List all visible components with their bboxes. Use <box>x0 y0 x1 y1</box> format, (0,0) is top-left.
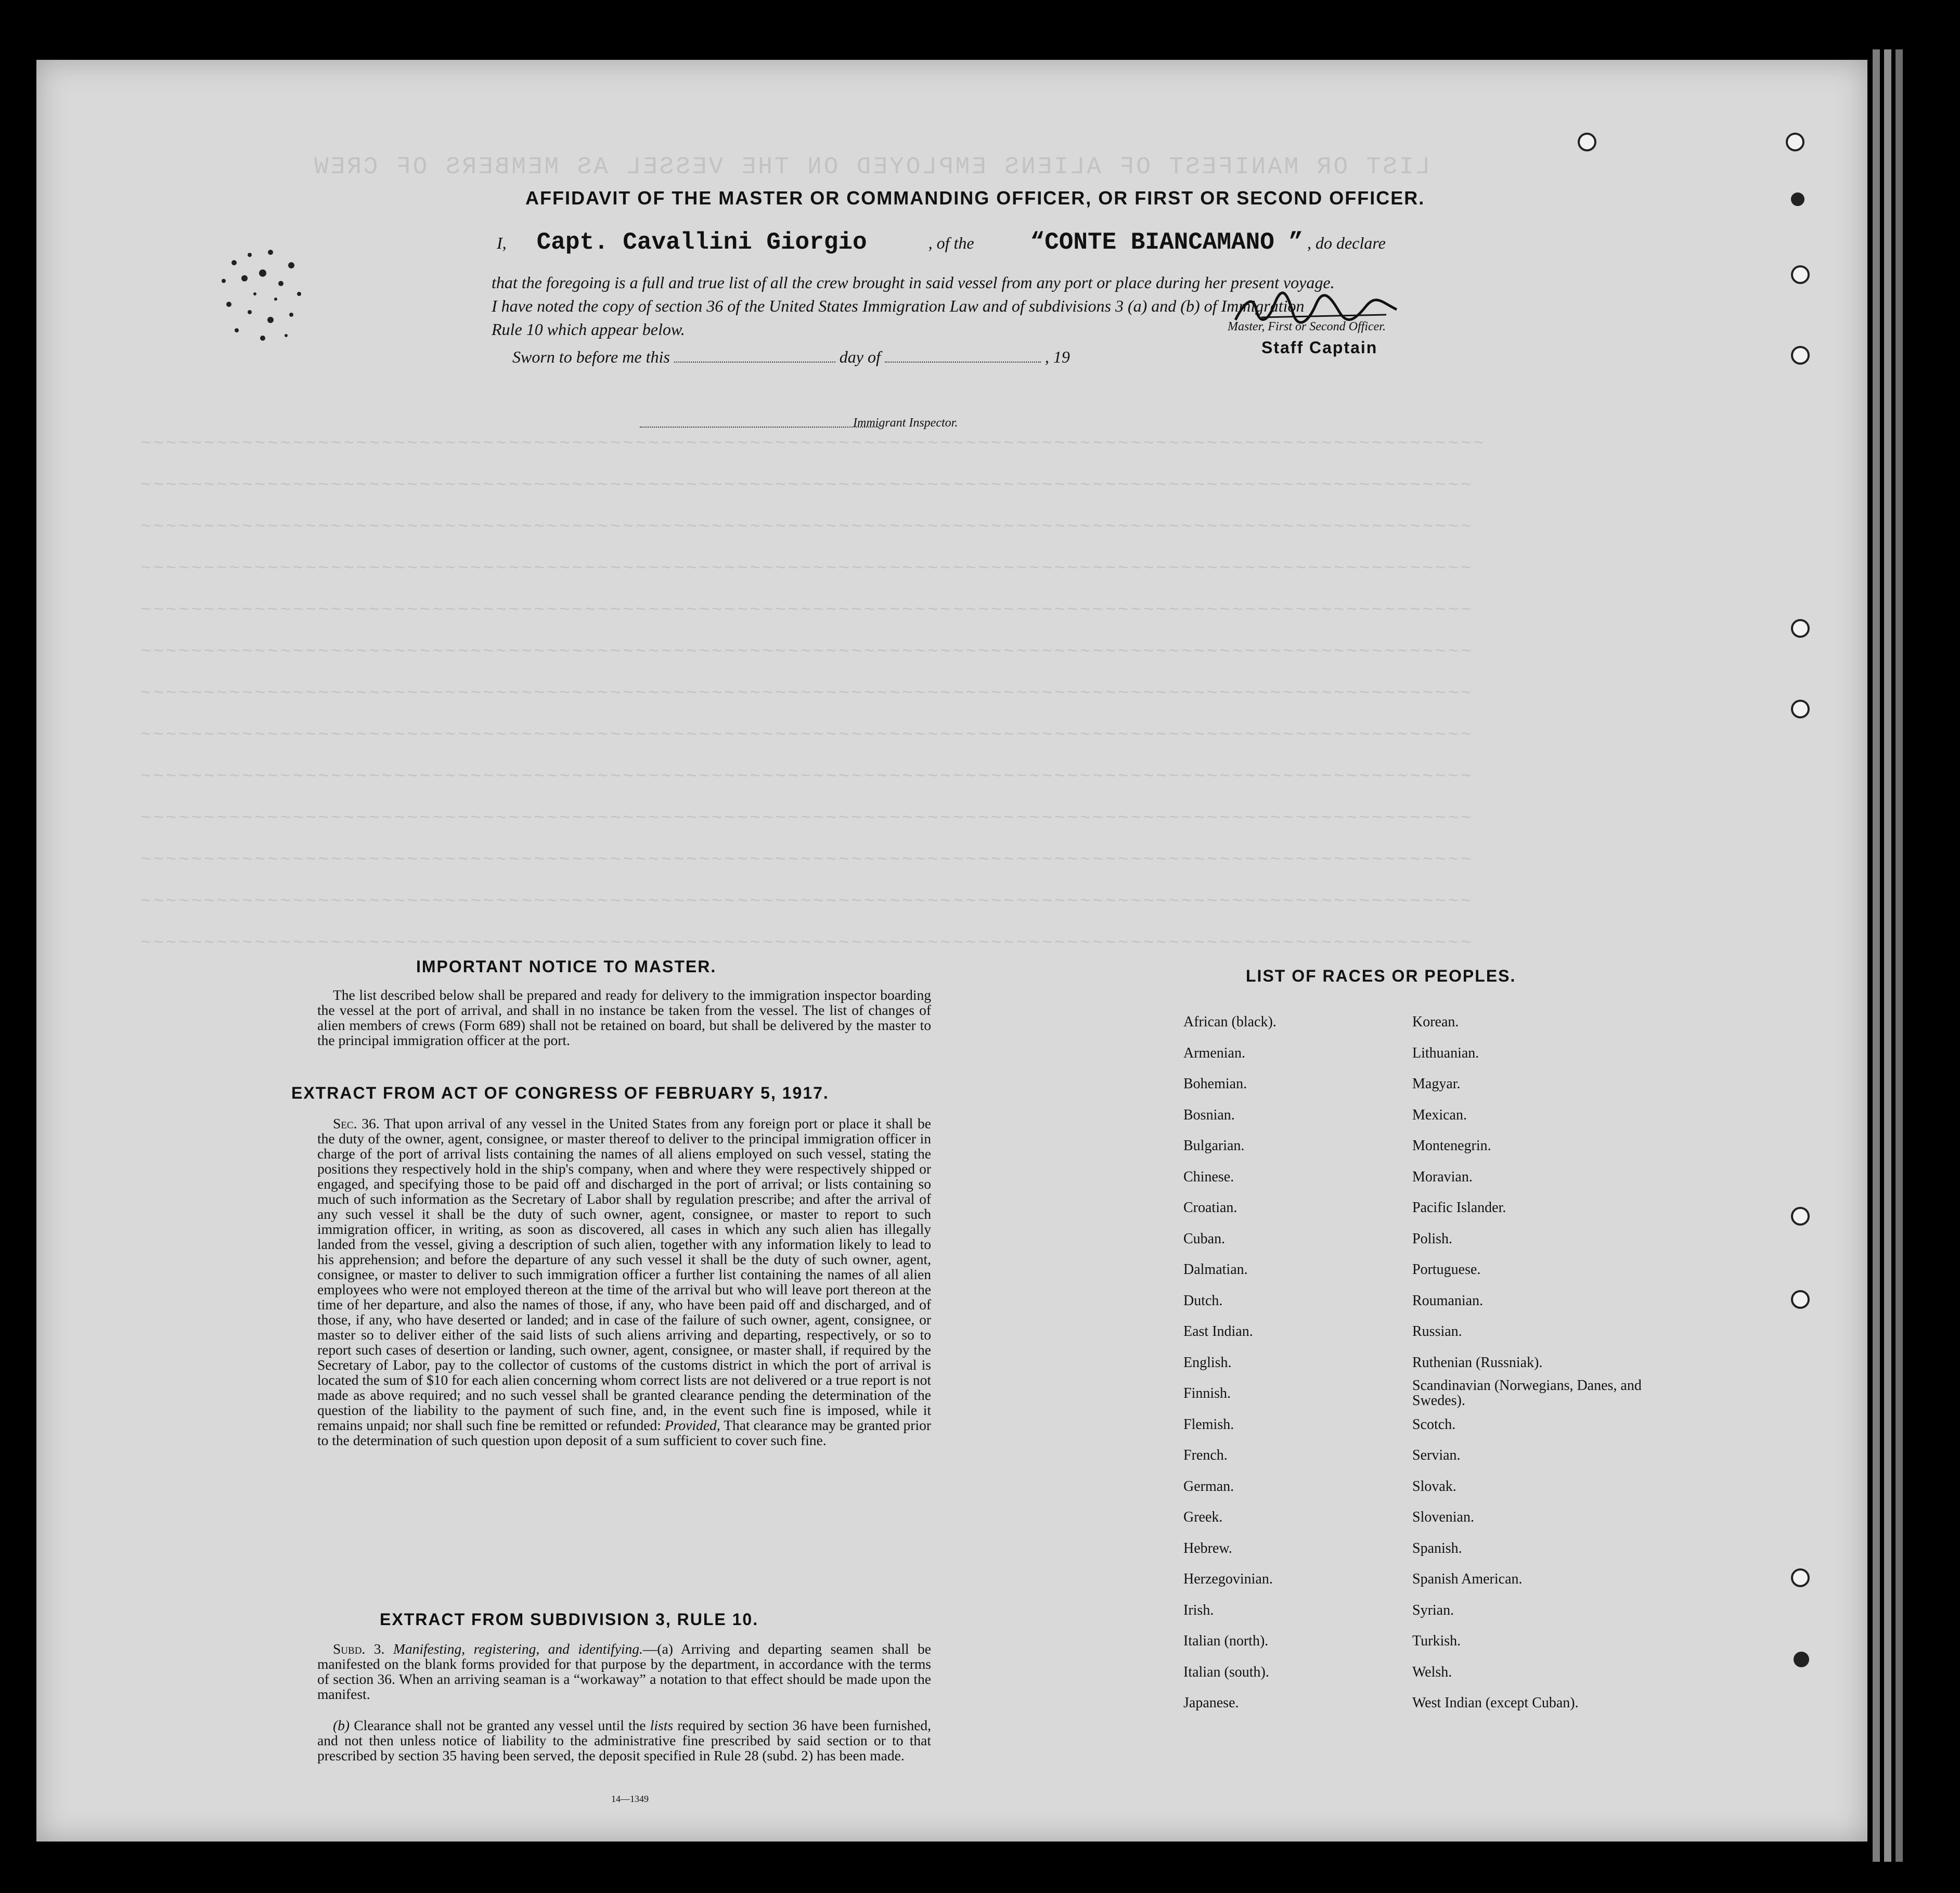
i-label: I, <box>497 234 507 252</box>
race-item: Irish. <box>1183 1602 1214 1618</box>
race-item: Moravian. <box>1412 1168 1473 1185</box>
race-item: Japanese. <box>1183 1695 1239 1711</box>
race-item: Dalmatian. <box>1183 1261 1248 1278</box>
binding-hole <box>1791 1207 1810 1226</box>
race-item: Armenian. <box>1183 1045 1245 1061</box>
para-b-lists: lists <box>650 1717 674 1733</box>
race-item: Croatian. <box>1183 1200 1237 1216</box>
race-item: Ruthenian (Russniak). <box>1412 1354 1543 1371</box>
race-item: Mexican. <box>1412 1106 1467 1123</box>
race-item: Scandinavian (Norwegians, Danes, and Swedes). <box>1412 1377 1642 1409</box>
binding-hole <box>1791 265 1810 284</box>
declaration-line-2: that the foregoing is a full and true list of all the crew brought in said vessel from any port or place during her present voyage. <box>492 273 1335 292</box>
declaration-line-3: I have noted the copy of section 36 of the United States Immigration Law and of subdivisions 3 (a) and (b) of Immigration <box>492 297 1305 315</box>
binding-hole <box>1791 192 1804 206</box>
binding-hole <box>1791 346 1810 365</box>
race-item: Russian. <box>1412 1323 1462 1340</box>
binding-hole <box>1791 700 1810 718</box>
race-item: Cuban. <box>1183 1230 1226 1247</box>
sworn-line <box>512 347 1070 367</box>
ink-stamp <box>213 242 312 346</box>
affidavit-title: AFFIDAVIT OF THE MASTER OR COMMANDING OFFICER, OR FIRST OR SECOND OFFICER. <box>525 187 1425 209</box>
rule-para-b <box>317 1718 931 1763</box>
race-item: Greek. <box>1183 1509 1223 1525</box>
race-item: Lithuanian. <box>1412 1045 1479 1061</box>
race-item: Slovenian. <box>1412 1509 1474 1525</box>
para-b-label: (b) <box>333 1717 350 1733</box>
sec-36-text: That upon arrival of any vessel in the United States from any foreign port or place it shall be the duty of the owner, agent, consignee, or master thereof to deliver to the principal immigration officer in charge of the port of arrival lists containing the names of all aliens employed on such vessel, stating the positions they respectively hold in the ship's company, when and where they were respectively shipped or engaged, and specifying those to be paid off and discharged in the port of arrival; or lists containing so much of such information as the Secretary of Labor shall by regulation prescribe; and after the arrival of any such vessel it shall be the duty of such owner, agent, consignee, or master to report to such immigration officer, in writing, as soon as discovered, all cases in which any such alien has illegally landed from the vessel, giving a description of such alien, together with any information likely to lead to his apprehension; and before the departure of any such vessel it shall be the duty of such owner, agent, consignee, or master to deliver to such immigration officer a further list containing the names of all alien employees who were not employed thereon at the time of the arrival but who will leave port thereon at the time of her departure, and also the names of those, if any, who have been paid off and discharged, and of those, if any, who have deserted or landed; and in case of the failure of such owner, agent, consignee, or master so to deliver either of the said lists of such aliens arriving and departing, respectively, or so to report such cases of desertion or landing, such owner, agent, consignee, or master shall, if required by the Secretary of Labor, pay to the collector of customs of the customs district in which the port of arrival is located the sum of $10 for each alien concerning whom correct lists are not delivered or a true report is not made as above required; and no such vessel shall be granted clearance pending the determination of the question of the liability to the payment of such fine, and, in the event such fine is imposed, while it remains unpaid; nor shall such fine be remitted or refunded: <box>317 1115 931 1433</box>
form-number: 14—1349 <box>611 1794 649 1804</box>
race-item: Slovak. <box>1412 1478 1456 1495</box>
do-declare-label: , do declare <box>1307 234 1386 252</box>
races-column-2 <box>1412 1007 1672 1719</box>
race-item: Spanish. <box>1412 1540 1462 1556</box>
race-item: Bulgarian. <box>1183 1138 1245 1154</box>
provided-label: Provided, <box>664 1417 720 1433</box>
subd-heading: Manifesting, registering, and identifying. <box>393 1641 643 1657</box>
binding-hole <box>1786 133 1804 151</box>
race-item: Hebrew. <box>1183 1540 1232 1556</box>
page-edge <box>1873 49 1880 1862</box>
race-item: Montenegrin. <box>1412 1138 1491 1154</box>
race-item: Italian (south). <box>1183 1664 1269 1680</box>
race-item: Bosnian. <box>1183 1106 1235 1123</box>
sworn-month-blank <box>885 362 1041 363</box>
race-item: Polish. <box>1412 1230 1453 1247</box>
race-item: Korean. <box>1412 1014 1459 1030</box>
para-b-text-1: Clearance shall not be granted any vessel until the <box>354 1717 646 1733</box>
race-item: Flemish. <box>1183 1416 1234 1433</box>
binding-hole <box>1791 619 1810 638</box>
race-item: Herzegovinian. <box>1183 1571 1273 1587</box>
race-item: English. <box>1183 1354 1232 1371</box>
races-title: LIST OF RACES OR PEOPLES. <box>1246 967 1516 985</box>
notice-text: The list described below shall be prepared and ready for delivery to the immigration inspector boarding the vessel at the port of arrival, and shall in no instance be taken from the vessel. The list of changes of alien members of crews (Form 689) shall not be retained on board, but shall be delivered by the master to the principal immigration officer at the port. <box>317 987 931 1048</box>
race-item: Portuguese. <box>1412 1261 1481 1278</box>
year-label: , 19 <box>1045 347 1070 366</box>
sec-36-text-end: That clearance may be granted prior to the determination of such question upon deposit of a sum sufficient to cover such fine. <box>317 1417 931 1448</box>
race-item: Roumanian. <box>1412 1292 1484 1309</box>
race-item: Pacific Islander. <box>1412 1200 1506 1216</box>
race-item: Italian (north). <box>1183 1633 1269 1649</box>
race-item: Chinese. <box>1183 1168 1234 1185</box>
race-item: Turkish. <box>1412 1633 1461 1649</box>
rule-extract-title: EXTRACT FROM SUBDIVISION 3, RULE 10. <box>380 1610 759 1629</box>
race-item: East Indian. <box>1183 1323 1253 1340</box>
race-item: Finnish. <box>1183 1385 1231 1401</box>
race-item: West Indian (except Cuban). <box>1412 1695 1579 1711</box>
sec-label: Sec. 36. <box>333 1115 380 1131</box>
page-edge <box>1895 49 1903 1862</box>
officer-name: Capt. Cavallini Giorgio <box>536 229 867 256</box>
staff-captain-stamp: Staff Captain <box>1261 338 1378 357</box>
sworn-label: Sworn to before me this <box>512 347 670 366</box>
binding-hole <box>1791 1290 1810 1309</box>
inspector-label: Immigrant Inspector. <box>853 416 958 430</box>
race-item: Syrian. <box>1412 1602 1454 1618</box>
sworn-day-blank <box>674 362 835 363</box>
race-item: Welsh. <box>1412 1664 1452 1680</box>
race-item: Dutch. <box>1183 1292 1223 1309</box>
vessel-name: “CONTE BIANCAMANO ” <box>1030 229 1304 256</box>
para-b-text-2: required by section 36 have been furnished, and not then unless notice of liability to the administrative fine prescribed by said section or to that prescribed by section 35 having been served, the deposit specified in Rule 28 (subd. 2) has been made. <box>317 1717 932 1763</box>
page-edge <box>1884 49 1891 1862</box>
manifest-page: LIST OR MANIFEST OF ALIENS EMPLOYED ON THE VESSEL AS MEMBERS OF CREW ~~~~~~~~~~~~~~~~~~~~~~~~~~~~~~~~~~~~~~~~~~~~~~~~~~~~~~~~~~~~~~~~~~~~~~~~~~~~~~~~~~~~~~~~~~~~~~~~~~~~~~~~~~ ~~~~~~~~~~~~~~~~~~~~~~~~~~~~~~~~~~~~~~~~~~~~~~~~~~~~~~~~~~~~~~~~~~~~~~~~~~~~~~~~~~~~~~~~~~~~~~~~~~~~~~~~~ ~~~~~~~~~~~~~~~~~~~~~~~~~~~~~~~~~~~~~~~~~~~~~~~~~~~~~~~~~~~~~~~~~~~~~~~~~~~~~~~~~~~~~~~~~~~~~~~~~~~~~~~~~ ~~~~~~~~~~~~~~~~~~~~~~~~~~~~~~~~~~~~~~~~~~~~~~~~~~~~~~~~~~~~~~~~~~~~~~~~~~~~~~~~~~~~~~~~~~~~~~~~~~~~~~~~~ ~~~~~~~~~~~~~~~~~~~~~~~~~~~~~~~~~~~~~~~~~~~~~~~~~~~~~~~~~~~~~~~~~~~~~~~~~~~~~~~~~~~~~~~~~~~~~~~~~~~~~~~~~ ~~~~~~~~~~~~~~~~~~~~~~~~~~~~~~~~~~~~~~~~~~~~~~~~~~~~~~~~~~~~~~~~~~~~~~~~~~~~~~~~~~~~~~~~~~~~~~~~~~~~~~~~~ ~~~~~~~~~~~~~~~~~~~~~~~~~~~~~~~~~~~~~~~~~~~~~~~~~~~~~~~~~~~~~~~~~~~~~~~~~~~~~~~~~~~~~~~~~~~~~~~~~~~~~~~~~ ~~~~~~~~~~~~~~~~~~~~~~~~~~~~~~~~~~~~~~~~~~~~~~~~~~~~~~~~~~~~~~~~~~~~~~~~~~~~~~~~~~~~~~~~~~~~~~~~~~~~~~~~~ ~~~~~~~~~~~~~~~~~~~~~~~~~~~~~~~~~~~~~~~~~~~~~~~~~~~~~~~~~~~~~~~~~~~~~~~~~~~~~~~~~~~~~~~~~~~~~~~~~~~~~~~~~ ~~~~~~~~~~~~~~~~~~~~~~~~~~~~~~~~~~~~~~~~~~~~~~~~~~~~~~~~~~~~~~~~~~~~~~~~~~~~~~~~~~~~~~~~~~~~~~~~~~~~~~~~~ ~~~~~~~~~~~~~~~~~~~~~~~~~~~~~~~~~~~~~~~~~~~~~~~~~~~~~~~~~~~~~~~~~~~~~~~~~~~~~~~~~~~~~~~~~~~~~~~~~~~~~~~~~ ~~~~~~~~~~~~~~~~~~~~~~~~~~~~~~~~~~~~~~~~~~~~~~~~~~~~~~~~~~~~~~~~~~~~~~~~~~~~~~~~~~~~~~~~~~~~~~~~~~~~~~~~~ ~~~~~~~~~~~~~~~~~~~~~~~~~~~~~~~~~~~~~~~~~~~~~~~~~~~~~~~~~~~~~~~~~~~~~~~~~~~~~~~~~~~~~~~~~~~~~~~~~~~~~~~~~ AFFIDAVIT OF THE MASTER OR COMMANDING OFFICER, OR FIRST OR SECOND OFFICER. I, Capt. Cavallini Giorgio , of the “CONTE BIANCAMANO ” , do declare that the foregoing is a full and true list of all the crew brought in said vessel from any port or place during her present voyage. I have noted the copy of section 36 of the United States Immigration Law and of subdivisions 3 (a) and (b) of Immigration Rule 10 which appear below. Master, First or Second Officer. Staff Captain Sworn to before me this day of , 19 Immigrant Inspector. IMPORTANT NOTICE TO MASTER. The list described below shall be prepared and ready for delivery to the immigration inspector boarding the vessel at the port of arrival, and shall in no instance be taken from the vessel. The list of changes of alien members of crews (Form 689) shall not be retained on board, but shall be delivered by the master to the principal immigration officer at the port. EXTRACT FROM ACT OF CONGRESS OF FEBRUARY 5, 1917. Sec. 36. That upon arrival of any vessel in the United States from any foreign port or place it shall be the duty of the owner, agent, consignee, or master thereof to deliver to the principal immigration officer in charge of the port of arrival lists containing the names of all aliens employed on such vessel, stating the positions they respectively hold in the ship's company, when and where they were respectively shipped or engaged, and specifying those to be paid off and discharged in the port of arrival; or lists containing so much of such information as the Secretary of Labor shall by regulation prescribe; and after the arrival of any such vessel it shall be the duty of such owner, agent, consignee, or master to report to such immigration officer, in writing, as soon as discovered, all cases in which any such alien has illegally landed from the vessel, giving a description of such alien, together with any information likely to lead to his apprehension; and before the departure of any such vessel it shall be the duty of such owner, agent, consignee, or master to deliver to such immigration officer a further list containing the names of all alien employees who were not employed thereon at the time of the arrival but who will leave port thereon at the time of her departure, and also the names of those, if any, who have been paid off and discharged, and of those, if any, who have deserted or landed; and in case of the failure of such owner, agent, consignee, or master so to deliver either of the said lists of such aliens arriving and departing, respectively, or so to report such cases of desertion or landing, such owner, agent, consignee, or master shall, if required by the Secretary of Labor, pay to the collector of customs of the customs district in which the port of arrival is located the sum of $10 for each alien concerning whom correct lists are not delivered or a true report is not made as above required; and no such vessel shall be granted clearance pending the determination of the question of the liability to the payment of such fine, and, in the event such fine is imposed, while it remains unpaid; nor shall such fine be remitted or refunded: Provided, That clearance may be granted prior to the determination of such question upon deposit of a sum sufficient to cover such fine. EXTRACT FROM SUBDIVISION 3, RULE 10. Subd. 3. Manifesting, registering, and identifying.—(a) Arriving and departing seamen shall be manifested on the blank forms provided for that purpose by the department, in accordance with the terms of section 36. When an arriving seaman is a “workaway” a notation to that effect should be made upon the manifest. (b) Clearance shall not be granted any vessel until the lists required by section 36 have been furnished, and not then unless notice of liability to the administrative fine prescribed by said section or to that prescribed by section 35 having been served, the deposit specified in Rule 28 (subd. 2) has been made. 14—1349 LIST OF RACES OR PEOPLES. African (black). Armenian. Bohemian. Bosnian. Bulgarian. Chinese. Croatian. Cuban. Dalmatian. Dutch. East Indian. English. Finnish. Flemish. French. German. Greek. Hebrew. Herzegovinian. Irish. Italian (north). Italian (south). Japanese. Korean. Lithuanian. Magyar. Mexican. Montenegrin. Moravian. Pacific Islander. Polish. Portuguese. Roumanian. Russian. Ruthenian (Russniak). Scandinavian (Norwegians, Danes, and Swedes). Scotch. Servian. Slovak. Slovenian. Spanish. Spanish American. Syrian. Turkish. Welsh. West Indian (except Cuban). <box>36 60 1867 1842</box>
race-item: Bohemian. <box>1183 1076 1247 1092</box>
race-item: Scotch. <box>1412 1416 1456 1433</box>
act-extract-title: EXTRACT FROM ACT OF CONGRESS OF FEBRUARY 5, 1917. <box>291 1084 829 1102</box>
binding-hole <box>1794 1652 1809 1667</box>
notice-title: IMPORTANT NOTICE TO MASTER. <box>416 957 717 976</box>
race-item: Spanish American. <box>1412 1571 1523 1587</box>
declaration-line <box>497 229 1495 256</box>
act-extract-text <box>317 1116 931 1448</box>
of-the-label: , of the <box>928 234 974 252</box>
races-column-1 <box>1183 1007 1391 1719</box>
binding-hole <box>1791 1568 1810 1587</box>
race-item: Magyar. <box>1412 1076 1461 1092</box>
subd-label: Subd. 3. <box>333 1641 385 1657</box>
race-item: Servian. <box>1412 1447 1461 1463</box>
binding-hole <box>1578 133 1596 151</box>
inspector-signature-line <box>640 427 879 428</box>
race-item: French. <box>1183 1447 1228 1463</box>
race-item: African (black). <box>1183 1014 1276 1030</box>
master-label: Master, First or Second Officer. <box>1228 320 1386 333</box>
race-item: German. <box>1183 1478 1234 1495</box>
rule-para-a <box>317 1641 931 1702</box>
declaration-line-4: Rule 10 which appear below. <box>492 320 685 339</box>
day-of-label: day of <box>839 347 881 366</box>
subd-para-a: —(a) Arriving and departing seamen shall be manifested on the blank forms provided for that purpose by the department, in accordance with the terms of section 36. When an arriving seaman is a “workaway” a notation to that effect should be made upon the manifest. <box>317 1641 931 1702</box>
